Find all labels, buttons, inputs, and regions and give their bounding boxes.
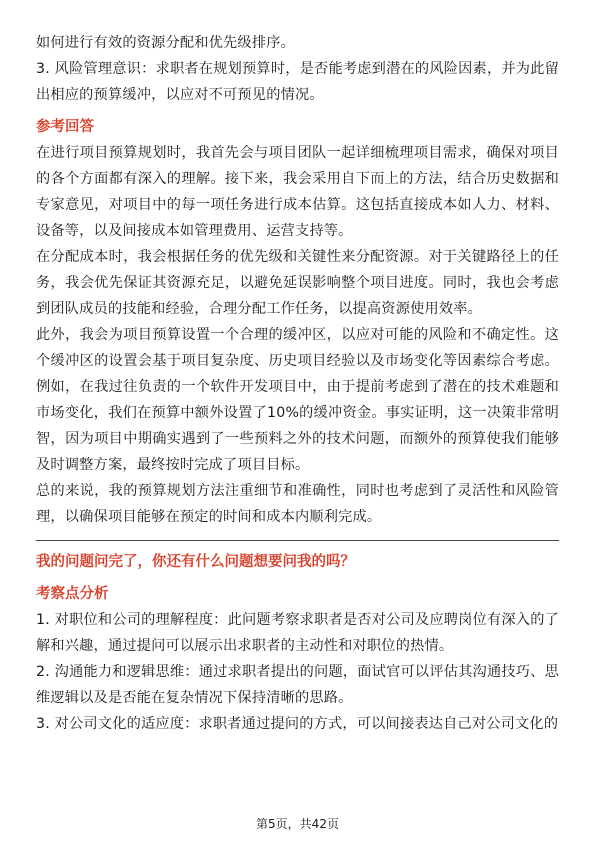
analysis-item-3: 3. 对公司文化的适应度：求职者通过提问的方式，可以间接表达自己对公司文化的	[36, 716, 559, 732]
analysis-item-1: 1. 对职位和公司的理解程度：此问题考察求职者是否对公司及应聘岗位有深入的了解和兴趣，通过提问可以展示出求职者的主动性和对职位的热情。	[36, 612, 559, 654]
page-number-footer: 第5页，共42页	[256, 817, 339, 831]
page-content	[36, 30, 559, 737]
intro-line-1: 如何进行有效的资源分配和优先级排序。	[36, 35, 295, 51]
question-title: 我的问题问完了，你还有什么问题想要问我的吗？	[36, 554, 355, 570]
reference-paragraph-1: 在进行项目预算规划时，我首先会与项目团队一起详细梳理项目需求，确保对项目的各个方面都有深入的理解。接下来，我会采用自下而上的方法，结合历史数据和专家意见，对项目中的每一项任务进行成本估算。这包括直接成本如人力、材料、设备等，以及间接成本如管理费用、运营支持等。	[36, 145, 559, 239]
reference-paragraph-4: 总的来说，我的预算规划方法注重细节和准确性，同时也考虑到了灵活性和风险管理，以确保项目能够在预定的时间和成本内顺利完成。	[36, 483, 559, 525]
reference-paragraph-3: 此外，我会为项目预算设置一个合理的缓冲区，以应对可能的风险和不确定性。这个缓冲区的设置会基于项目复杂度、历史项目经验以及市场变化等因素综合考虑。例如，在我过往负责的一个软件开发项目中，由于提前考虑到了潜在的技术难题和市场变化，我们在预算中额外设置了10%的缓冲资金。事实证明，这一决策非常明智，因为项目中期确实遇到了一些预料之外的技术问题，而额外的预算使我们能够及时调整方案，最终按时完成了项目目标。	[36, 327, 559, 473]
intro-line-2: 3. 风险管理意识：求职者在规划预算时，是否能考虑到潜在的风险因素，并为此留出相应的预算缓冲，以应对不可预见的情况。	[36, 61, 559, 103]
analysis-heading: 考察点分析	[36, 586, 109, 602]
reference-paragraph-2: 在分配成本时，我会根据任务的优先级和关键性来分配资源。对于关键路径上的任务，我会优先保证其资源充足，以避免延误影响整个项目进度。同时，我也会考虑到团队成员的技能和经验，合理分配工作任务，以提高资源使用效率。	[36, 249, 559, 317]
section-divider	[36, 540, 559, 541]
reference-heading: 参考回答	[36, 119, 94, 135]
analysis-item-2: 2. 沟通能力和逻辑思维：通过求职者提出的问题，面试官可以评估其沟通技巧、思维逻辑以及是否能在复杂情况下保持清晰的思路。	[36, 664, 559, 706]
